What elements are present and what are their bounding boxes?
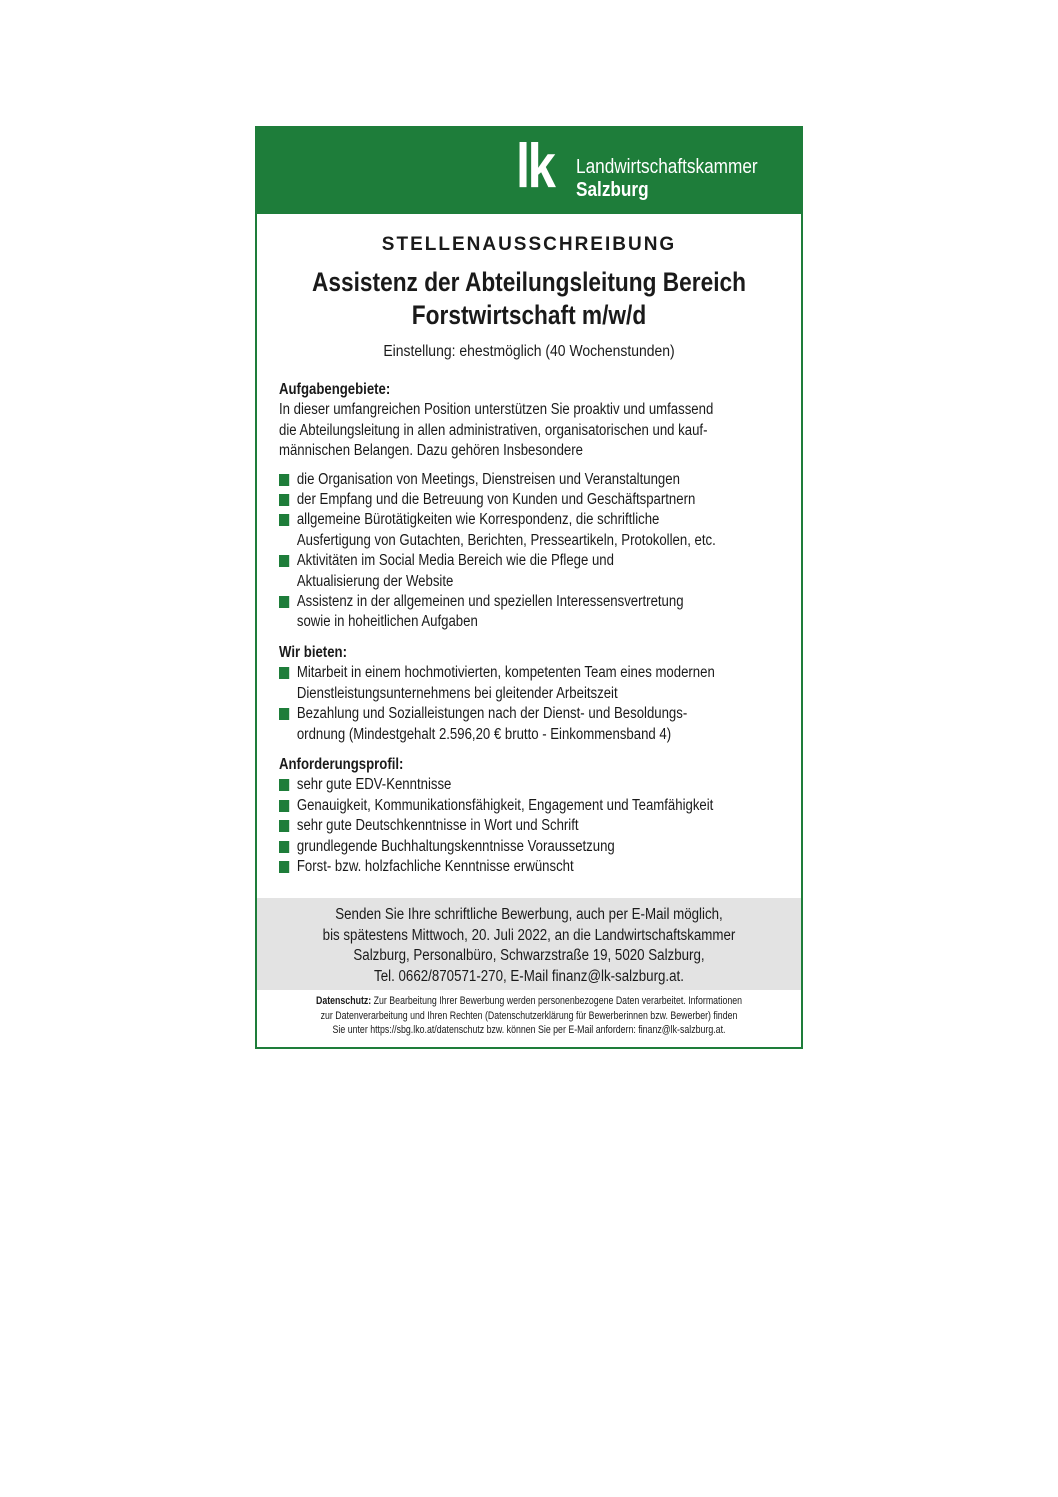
list-item-line: Aktualisierung der Website [296, 572, 454, 590]
bullet-square-icon [279, 800, 289, 812]
bullet-square-icon [279, 514, 289, 526]
logo-organization-name: Landwirtschaftskammer [576, 156, 758, 178]
ad-body [279, 380, 738, 877]
cta-line: Senden Sie Ihre schriftliche Bewerbung, auch per E-Mail möglich, [335, 906, 723, 923]
bullet-square-icon [279, 779, 289, 791]
list-item-line: Aktivitäten im Social Media Bereich wie die Pflege und [296, 552, 614, 570]
list-item-line: Forst- bzw. holzfachliche Kenntnisse erwünscht [296, 857, 574, 875]
employment-terms: Einstellung: ehestmöglich (40 Wochenstunden) [383, 343, 675, 360]
list-item-line: sehr gute Deutschkenntnisse in Wort und Schrift [296, 817, 579, 835]
list-item [279, 857, 738, 877]
bullet-square-icon [279, 474, 289, 486]
job-title [301, 266, 758, 332]
list-item [279, 510, 738, 551]
bullet-square-icon [279, 555, 289, 567]
bullet-square-icon [279, 667, 289, 679]
lk-logo-mark: lk [516, 132, 554, 201]
list-item-line: Assistenz in der allgemeinen und speziellen Interessensvertretung [296, 593, 684, 611]
list-item [279, 490, 738, 510]
application-instructions [257, 898, 801, 990]
bullet-square-icon [279, 494, 289, 506]
list-item-line: grundlegende Buchhaltungskenntnisse Voraussetzung [296, 837, 615, 855]
application-instructions-text [295, 905, 763, 987]
job-advertisement [255, 126, 803, 1049]
bullet-square-icon [279, 708, 289, 720]
job-title-line: Forstwirtschaft m/w/d [411, 300, 647, 330]
requirements-heading: Anforderungsprofil: [279, 755, 404, 773]
tasks-intro-line: männischen Belangen. Dazu gehören Insbesondere [279, 442, 583, 460]
cta-line: Tel. 0662/870571-270, E-Mail finanz@lk-salzburg.at. [374, 967, 684, 985]
list-item [279, 796, 738, 816]
list-item-line: sehr gute EDV-Kenntnisse [296, 776, 452, 794]
privacy-text: Zur Bearbeitung Ihrer Bewerbung werden personenbezogene Daten verarbeitet. Informationen [371, 995, 743, 1007]
privacy-label: Datenschutz: [315, 995, 372, 1007]
list-item-line: der Empfang und die Betreuung von Kunden und Geschäftspartnern [296, 491, 696, 509]
job-title-line: Assistenz der Abteilungsleitung Bereich [312, 267, 746, 297]
bullet-square-icon [279, 596, 289, 608]
bullet-square-icon [279, 841, 289, 853]
cta-line: Salzburg, Personalbüro, Schwarzstraße 19, 5020 Salzburg, [353, 947, 705, 964]
tasks-intro-line: die Abteilungsleitung in allen administrativen, organisatorischen und kauf- [279, 421, 708, 439]
privacy-line: Sie unter https://sbg.lko.at/datenschutz bzw. können Sie per E-Mail anfordern: finanz@lk-salzburg.at. [332, 1024, 726, 1036]
offer-heading: Wir bieten: [279, 643, 347, 661]
privacy-line: zur Datenverarbeitung und Ihren Rechten (Datenschutzerklärung für Bewerberinnen bzw. Bewerber) finden [320, 1009, 738, 1022]
list-item-line: Genauigkeit, Kommunikationsfähigkeit, Engagement und Teamfähigkeit [296, 796, 714, 814]
list-item [279, 551, 738, 592]
list-item-line: Ausfertigung von Gutachten, Berichten, Presseartikeln, Protokollen, etc. [296, 531, 716, 549]
list-item-line: Mitarbeit in einem hochmotivierten, kompetenten Team eines modernen [296, 664, 715, 682]
logo-region-name: Salzburg [576, 179, 649, 201]
list-item-line: sowie in hoheitlichen Aufgaben [296, 613, 478, 631]
list-item-line: Dienstleistungsunternehmens bei gleitender Arbeitszeit [296, 684, 618, 702]
privacy-line [315, 994, 744, 1009]
list-item [279, 837, 738, 857]
list-item [279, 592, 738, 633]
list-item [279, 663, 738, 704]
list-item [279, 775, 738, 795]
bullet-square-icon [279, 861, 289, 873]
list-item [279, 816, 738, 836]
tasks-list [279, 470, 738, 633]
brand-header [257, 128, 801, 214]
offer-list [279, 663, 738, 745]
tasks-intro-line: In dieser umfangreichen Position unterstützen Sie proaktiv und umfassend [279, 401, 714, 419]
list-item-line: die Organisation von Meetings, Dienstreisen und Veranstaltungen [296, 470, 680, 488]
cta-line: bis spätestens Mittwoch, 20. Juli 2022, an die Landwirtschaftskammer [322, 926, 736, 944]
ad-kicker: STELLENAUSSCHREIBUNG [381, 234, 677, 255]
list-item-line: allgemeine Bürotätigkeiten wie Korrespondenz, die schriftliche [296, 511, 660, 529]
bullet-square-icon [279, 820, 289, 832]
tasks-heading: Aufgabengebiete: [279, 381, 391, 398]
list-item [279, 704, 738, 745]
privacy-notice [315, 994, 744, 1038]
list-item-line: Bezahlung und Sozialleistungen nach der Dienst- und Besoldungs- [296, 705, 688, 723]
tasks-intro [279, 400, 738, 461]
list-item-line: ordnung (Mindestgehalt 2.596,20 € brutto - Einkommensband 4) [296, 725, 672, 743]
requirements-list [279, 775, 738, 877]
list-item [279, 470, 738, 490]
